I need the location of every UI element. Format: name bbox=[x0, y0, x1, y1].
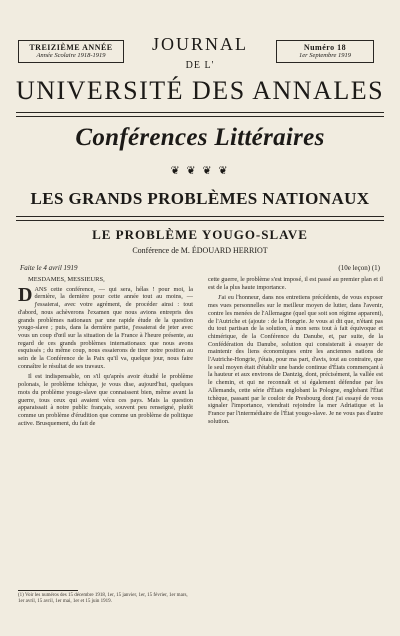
masthead-journal: JOURNAL bbox=[151, 34, 248, 54]
season-label: Année Scolaire 1918-1919 bbox=[36, 52, 106, 60]
section-title: Conférences Littéraires bbox=[75, 124, 325, 151]
salutation: MESDAMES, MESSIEURS, bbox=[28, 276, 105, 283]
paragraph: cette guerre, le problème s'est imposé, il est passé au premier plan et il est de la plus haute importance. bbox=[208, 276, 383, 291]
headline-rule bbox=[16, 216, 384, 221]
headline: LES GRANDS PROBLÈMES NATIONAUX bbox=[30, 189, 370, 208]
footnote-rule bbox=[18, 590, 78, 591]
footnote: (1) Voir les numéros des 15 décembre 1918, 1er, 15 janvier, 1er, 15 février, 1er mars, 1er avril, 15 avril, 1er mai, 1er et 15 juin 1919. bbox=[18, 593, 188, 604]
issue-number: Numéro 18 bbox=[303, 43, 347, 52]
masthead-de: DE L' bbox=[185, 60, 215, 71]
ornament-divider: ❦ ❦ ❦ ❦ bbox=[170, 165, 230, 177]
issue-date: 1er Septembre 1919 bbox=[298, 52, 352, 60]
paragraph: Il est indispensable, on s'il qu'après avoir étudié le problème polonais, le problème tchèque, je vous dise, aujourd'hui, quelques mots du problème yougo-slave que connaissent bien, même avant la guerre, tous ceux qui avaient vécu ces pays. Mais la question apparaissait à notre public français, souvent peu renseigné, plutôt comme un problème d'érudition que comme un problème de politique active. Brusquement, du fait de bbox=[18, 373, 193, 427]
paragraph bbox=[18, 283, 193, 371]
masthead-title: UNIVERSITÉ DES ANNALES bbox=[15, 76, 385, 105]
drop-cap: D bbox=[18, 283, 33, 306]
dateline: Faite le 4 avril 1919 bbox=[20, 264, 78, 272]
byline: Conférence de M. ÉDOUARD HERRIOT bbox=[132, 246, 268, 255]
issue-label: TREIZIÈME ANNÉE bbox=[29, 43, 113, 52]
column-right bbox=[208, 276, 383, 428]
paragraph-text: ANS cette conférence, — qui sera, hélas ! pour moi, la dernière, la dernière pour cette année tout au moins, — j'essaierai, avec votre agrément, de procéder ainsi : tout d'abord, nous achèverons l'examen que nous avions entrepris des grands problèmes nationaux par une rapide étude de la question yougo-slave ; puis, dans la dernière partie, j'essaierai de jeter avec vous un coup d'œil sur la situation de la France à l'heure présente, au regard de ces grands problèmes internationaux que nous avons esquissés ; du même coup, nous essaierons de tirer notre position au sein de la Conférence de la Paix qu'il va, quelque jour, nous faire connaître le résultat de ses travaux. bbox=[18, 285, 193, 370]
masthead-rule bbox=[16, 112, 384, 117]
issue-number-box bbox=[276, 40, 374, 63]
paragraph: J'ai eu l'honneur, dans nos entretiens précédents, de vous exposer mes vues personnelles sur le meilleur moyen de lutter, dans l'avenir, contre les menées de l'Allemagne (quel que soit son régime apparent), de l'Autriche et (ajoute : de la Hongrie. Je vous ai dit que, n'étant pas du tout partisan de la solution, à mon sens tout à fait équivoque et chimérique, de la Conférence du Danube, et, par suite, de la Confédération du Danube, solution qui consisterait à essayer de maintenir des liens économiques entre les anciennes nations de l'Autriche-Hongrie, j'étais, pour ma part, d'avis, tout au contraire, que le seul moyen était d'établir une bande continue d'États commençant à la hauteur et aux environs de Dantzig, dont, précisément, la vallée est le chemin, et qui ne reconnaît et si également défendue par les Allemands, cette série d'États englobant la Pologne, englobant l'État tchèque, passant par le couloir de Presbourg dont j'ai essayé de vous signaler l'importance, viendrait rejoindre la mer Adriatique et la France par l'intermédiaire de l'État yougo-slave. Je ne vous pas d'autre solution. bbox=[208, 294, 383, 425]
lesson-number: (10e leçon) (1) bbox=[338, 264, 380, 272]
article-title: LE PROBLÈME YOUGO-SLAVE bbox=[92, 227, 308, 242]
column-left bbox=[18, 276, 193, 430]
